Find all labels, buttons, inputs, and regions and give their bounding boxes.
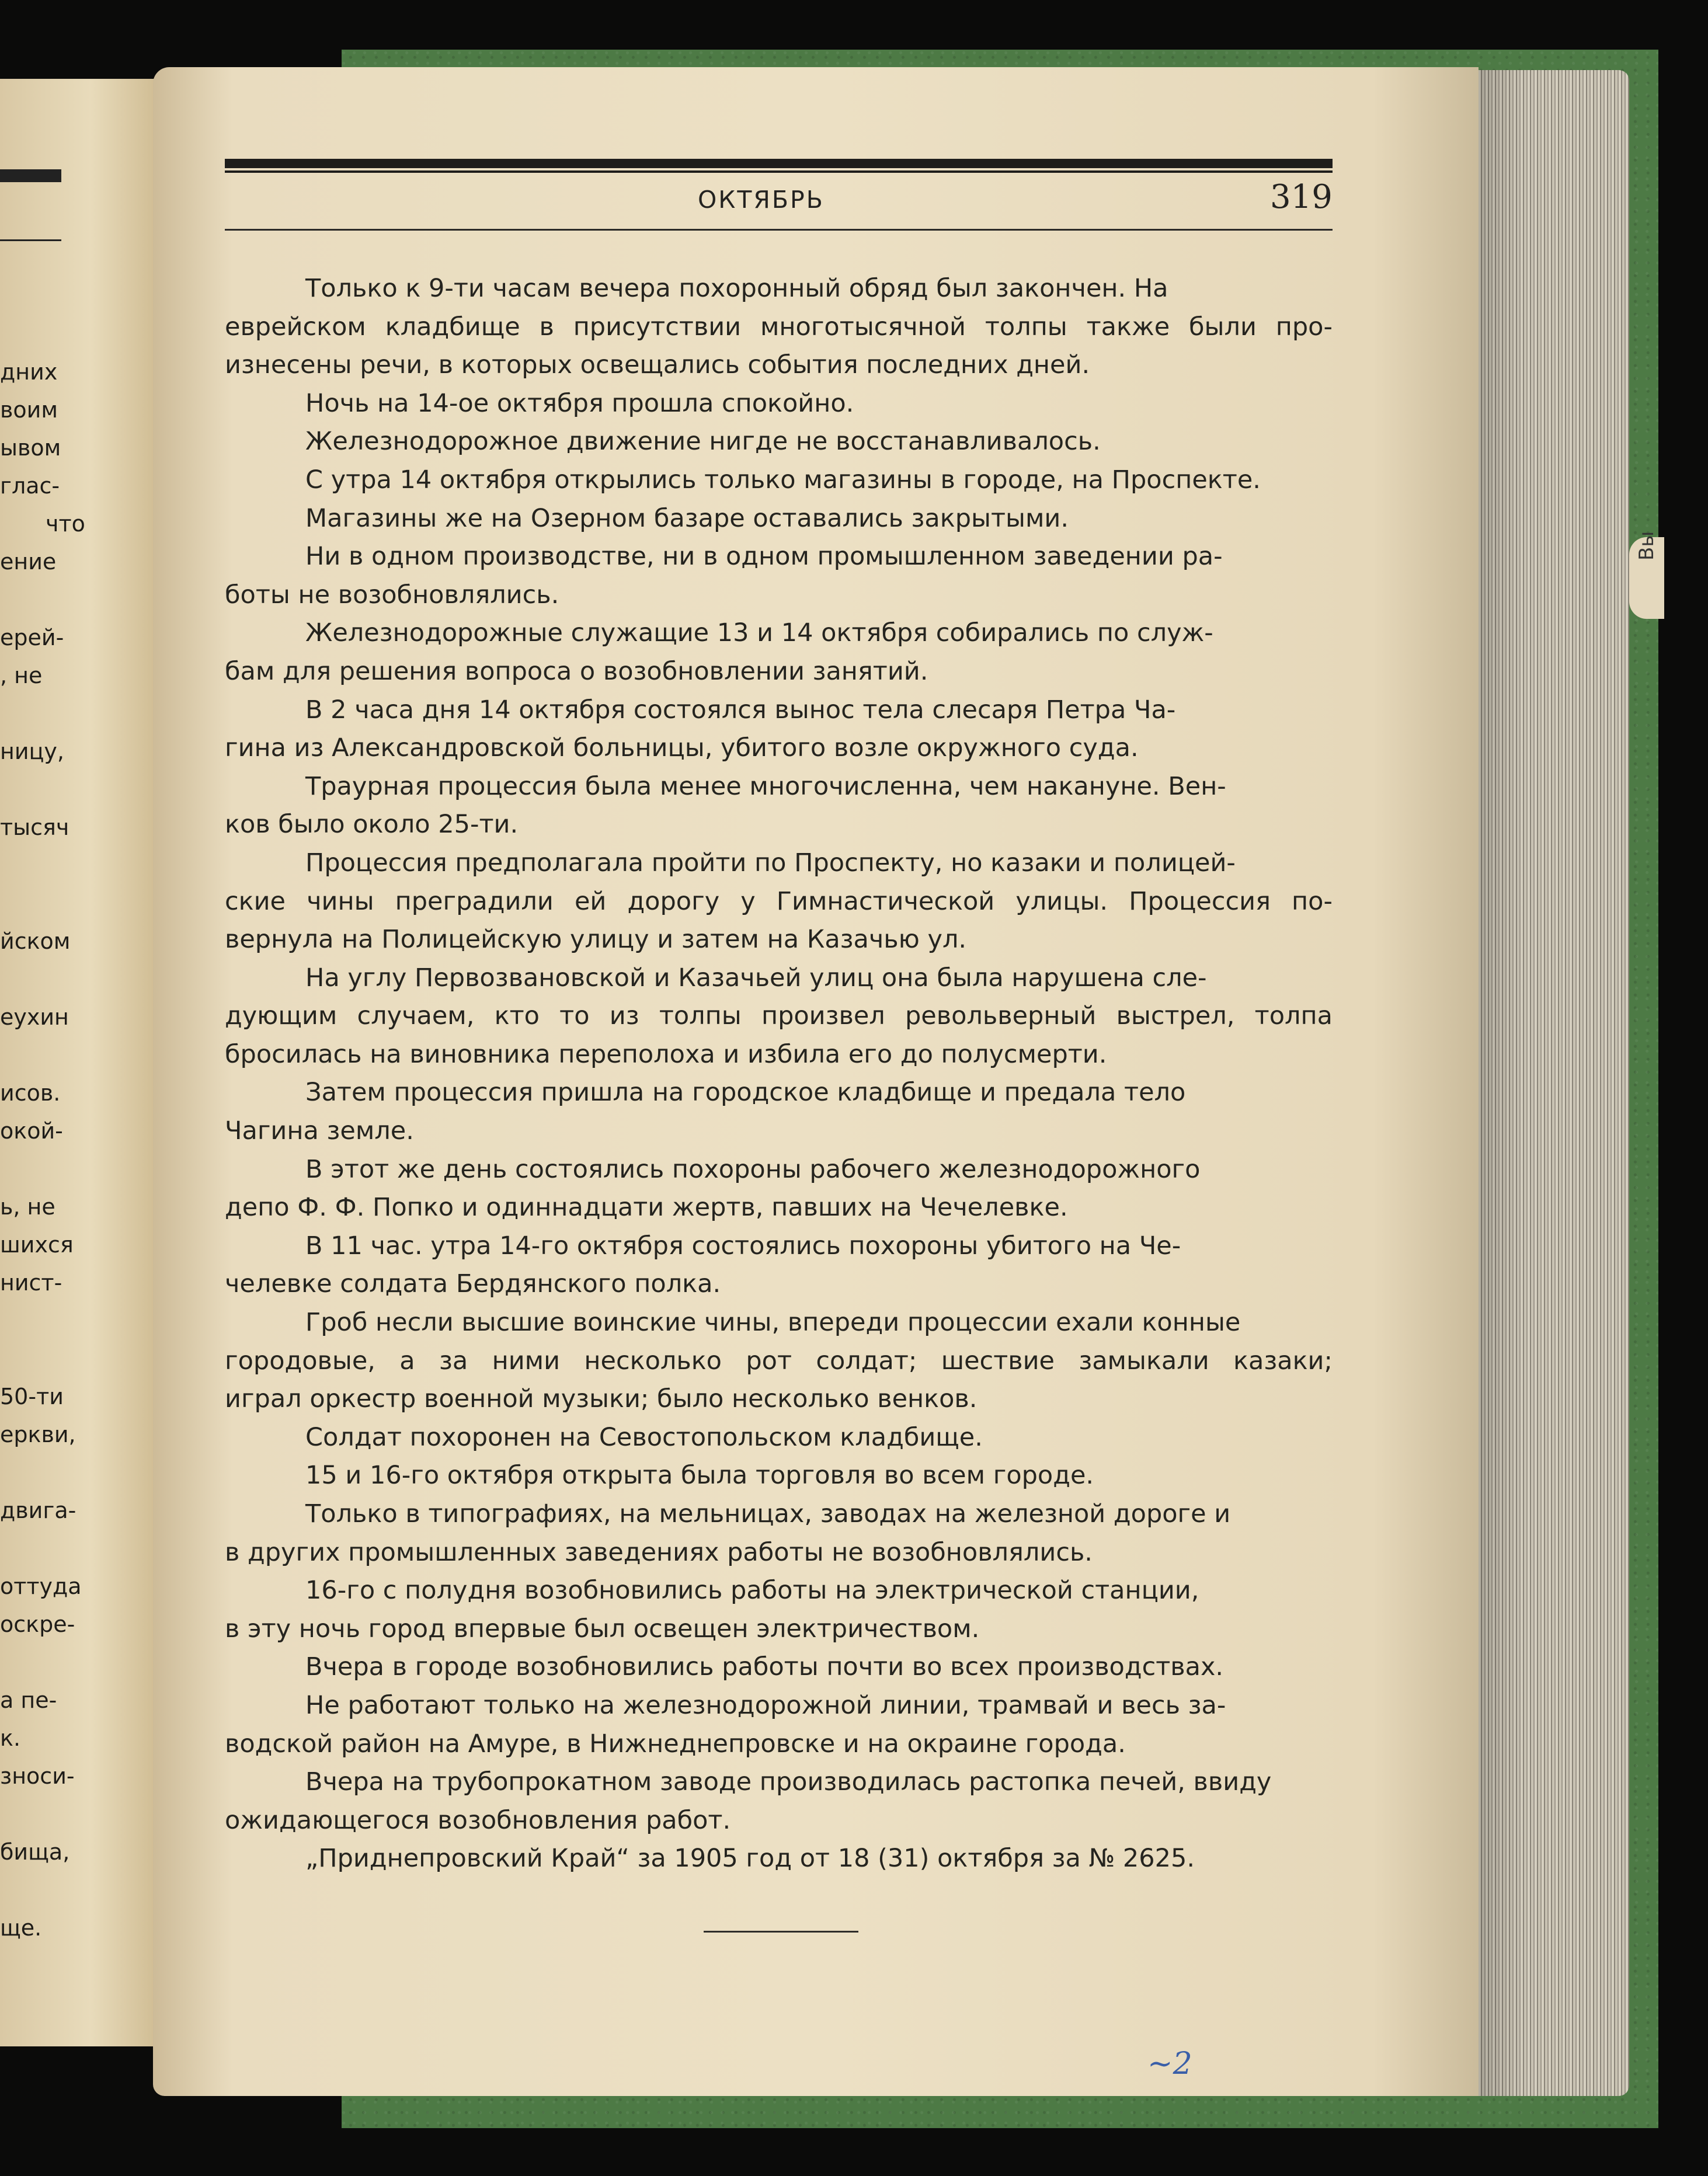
left-fragment: ерей- [0,625,64,650]
text-line: ские чины преградили ей дорогу у Гимнастической улицы. Процессия по- [225,886,1333,916]
end-rule [704,1931,858,1933]
left-fragment: тысяч [0,814,69,840]
text-line: Железнодорожное движение нигде не восстанавливалось. [305,427,1101,457]
text-line: депо Ф. Ф. Попко и одиннадцати жертв, павших на Чечелевке. [225,1193,1068,1223]
header-bottom-rule [225,229,1333,231]
text-line: С утра 14 октября открылись только магазины в городе, на Проспекте. [305,465,1261,495]
text-line: в других промышленных заведениях работы не возобновлялись. [225,1537,1093,1567]
text-line: челевке солдата Бердянского полка. [225,1269,721,1299]
text-line: дующим случаем, кто то из толпы произвел револьверный выстрел, толпа [225,1001,1333,1031]
text-line: Вчера на трубопрокатном заводе производилась растопка печей, ввиду [305,1767,1272,1797]
left-fragment: 50-ти [0,1384,64,1409]
text-line: городовые, а за ними несколько рот солдат; шествие замыкали казаки; [225,1346,1333,1376]
text-line: Железнодорожные служащие 13 и 14 октября собирались по служ- [305,618,1213,648]
text-line: 16-го с полудня возобновились работы на электрической станции, [305,1576,1199,1606]
text-line: ожидающегося возобновления работ. [225,1805,731,1835]
side-tab-label: Вы [1635,531,1658,560]
left-fragment: к. [0,1725,21,1751]
left-fragment: йском [0,928,71,954]
left-fragment: ницу, [0,739,64,764]
text-line: Вчера в городе возобновились работы почти во всех производствах. [305,1652,1224,1682]
left-fragment: ь, не [0,1194,55,1220]
header-thin-rule [225,170,1333,173]
text-line: В этот же день состоялись похороны рабочего железнодорожного [305,1154,1201,1184]
text-line: Только к 9-ти часам вечера похоронный обряд был закончен. На [305,274,1168,303]
left-fragment: оскре- [0,1611,75,1637]
text-line: водской район на Амуре, в Нижнеднепровске и на окраине города. [225,1729,1126,1759]
text-line: Не работают только на железнодорожной линии, трамвай и весь за- [305,1690,1226,1720]
text-line: Солдат похоронен на Севостопольском кладбище. [305,1422,983,1452]
text-line: ков было около 25-ти. [225,810,519,840]
text-line: играл оркестр военной музыки; было несколько венков. [225,1384,978,1414]
left-fragment: глас- [0,473,60,499]
left-fragment: еркви, [0,1422,76,1447]
left-fragment: зноси- [0,1763,75,1789]
text-line: В 11 час. утра 14-го октября состоялись похороны убитого на Че- [305,1231,1181,1261]
text-line: Процессия предполагала пройти по Проспекту, но казаки и полицей- [305,848,1236,878]
left-fragment: , не [0,663,43,688]
header-thick-rule [225,159,1333,168]
left-fragment: ывом [0,435,61,461]
text-line: бросилась на виновника переполоха и избила его до полусмерти. [225,1039,1107,1069]
text-line: 15 и 16-го октября открыта была торговля во всем городе. [305,1461,1094,1491]
text-line: Ночь на 14-ое октября прошла спокойно. [305,388,854,418]
text-line: Чагина земле. [225,1116,414,1146]
left-fragment: ще. [0,1915,42,1941]
text-line: еврейском кладбище в присутствии многотысячной толпы также были про- [225,312,1333,342]
left-fragment: бища, [0,1839,70,1865]
pencil-mark: ~2 [1147,2046,1192,2081]
left-fragment: воим [0,397,58,423]
text-line: вернула на Полицейскую улицу и затем на Казачью ул. [225,925,967,955]
left-fragment: еухин [0,1004,69,1030]
text-line: Ни в одном производстве, ни в одном промышленном заведении ра- [305,542,1223,572]
text-line: Затем процессия пришла на городское кладбище и предала тело [305,1078,1186,1108]
text-line: гина из Александровской больницы, убитого возле окружного суда. [225,733,1139,763]
left-fragment: дних [0,359,58,385]
body-text [225,270,1333,1878]
text-line: бам для решения вопроса о возобновлении занятий. [225,656,928,686]
text-line: Гроб несли высшие воинские чины, впереди процессии ехали конные [305,1308,1241,1338]
text-line: На углу Первозвановской и Казачьей улиц она была нарушена сле- [305,963,1207,993]
text-line: в эту ночь город впервые был освещен электричеством. [225,1614,980,1644]
text-line: Траурная процессия была менее многочисленна, чем накануне. Вен- [305,771,1226,801]
left-fragment: ение [0,549,57,575]
left-fragment: окой- [0,1118,63,1144]
text-line: „Приднепровский Край“ за 1905 год от 18 (31) октября за № 2625. [305,1844,1195,1874]
running-head: ОКТЯБРЬ [698,186,825,214]
text-line: В 2 часа дня 14 октября состоялся вынос тела слесаря Петра Ча- [305,695,1176,725]
text-line: Магазины же на Озерном базаре оставались закрытыми. [305,503,1069,533]
left-fragment: а пе- [0,1687,57,1713]
page-number: 319 [1270,178,1333,216]
left-fragment: шихся [0,1232,74,1258]
text-line: изнесены речи, в которых освещались события последних дней. [225,350,1090,380]
left-fragment: двига- [0,1498,76,1523]
left-fragment: что [46,511,85,537]
left-fragment: оттуда [0,1573,82,1599]
text-line: боты не возобновлялись. [225,580,559,610]
left-fragment: исов. [0,1080,61,1106]
left-page-text-fragments [0,79,165,2046]
left-fragment: нист- [0,1270,62,1296]
text-line: Только в типографиях, на мельницах, заводах на железной дороге и [305,1499,1231,1529]
left-facing-page [0,79,165,2046]
